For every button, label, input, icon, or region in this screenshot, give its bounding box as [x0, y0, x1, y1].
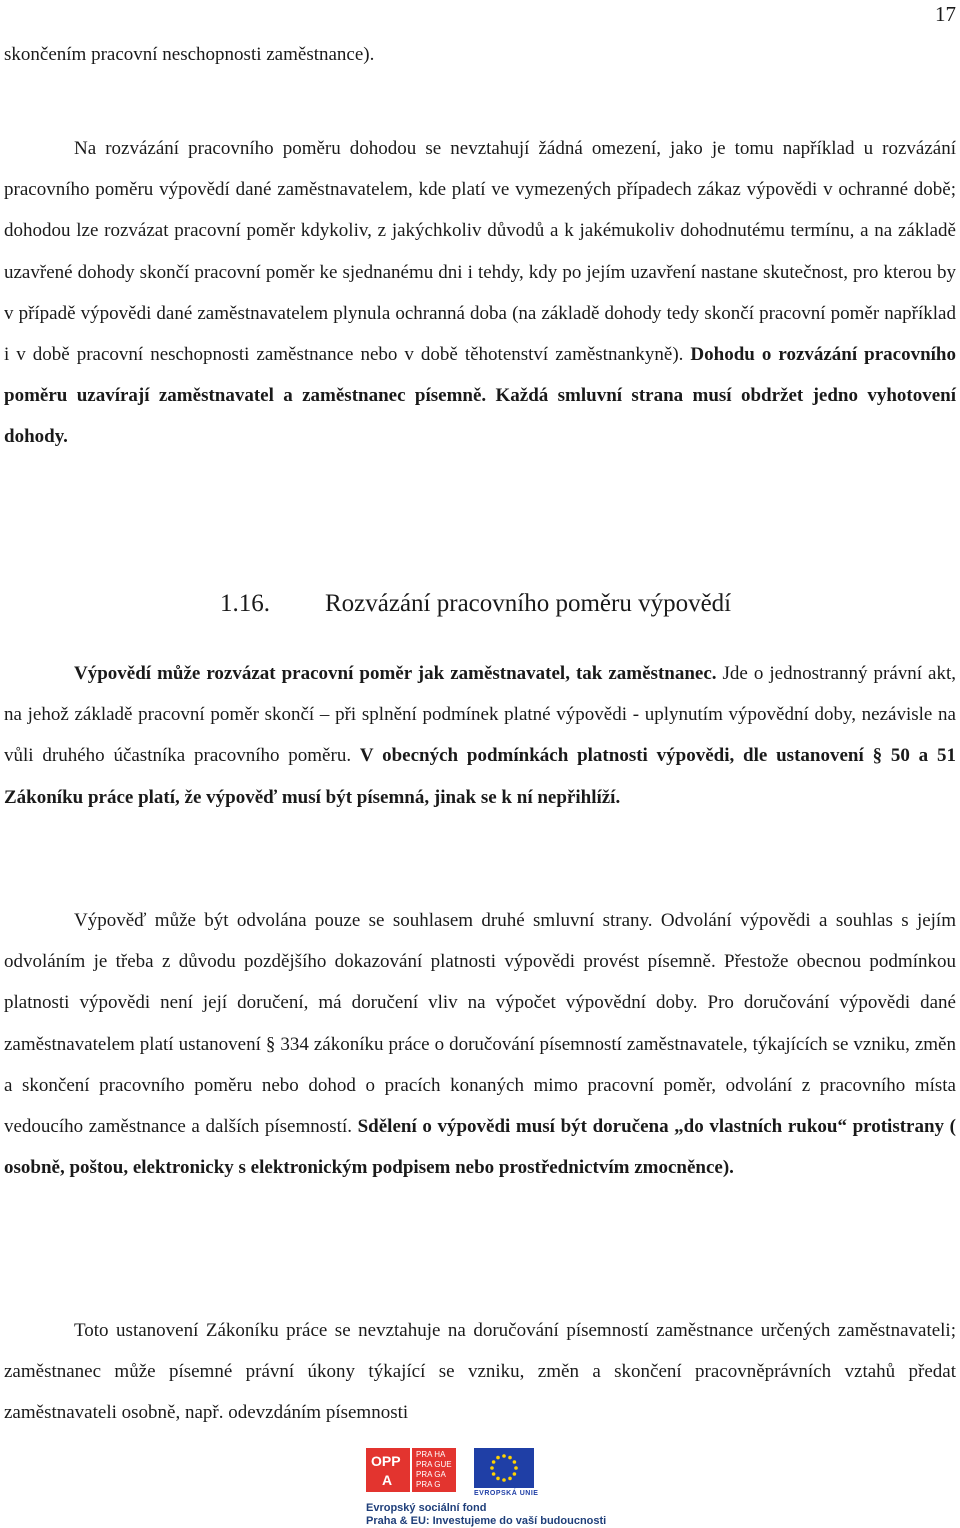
eu-flag-icon [474, 1448, 534, 1488]
footer-logos [366, 1448, 626, 1528]
section-heading [220, 584, 731, 624]
esf-line-2: Praha & EU: Investujeme do vaší budoucnosti [366, 1515, 607, 1527]
paragraph-odvolani-bold: Sdělení o výpovědi musí být doručena „do vlastních rukou“ protistrany ( osobně, poštou, elektronicky s elektronickým podpisem nebo prostřednictvím zmocněnce). [4, 1116, 956, 1179]
paragraph-dohoda [4, 128, 956, 458]
section-title: Rozvázání pracovního poměru výpovědí [325, 590, 732, 617]
eu-stars-icon [474, 1448, 534, 1488]
esf-line-1: Evropský sociální fond [366, 1502, 487, 1514]
praha-logo: PRA HA PRA GUE PRA GA PRA G [412, 1448, 456, 1492]
opp-logo-top: OPP [371, 1453, 401, 1469]
paragraph-continuation-text: skončením pracovní neschopnosti zaměstnance). [4, 44, 375, 65]
page-number: 17 [935, 2, 956, 26]
paragraph-dohoda-text: Na rozvázání pracovního poměru dohodou se nevztahují žádná omezení, jako je tomu například u rozvázání pracovního poměru výpovědí dané zaměstnavatelem, kde platí ve vymezených případech zákaz výpovědi v ochranné době; dohodou lze rozvázat pracovní poměr kdykoliv, z jakýchkoliv důvodů a k jakémukoliv dohodnutému termínu, a na základě uzavřené dohody skončí pracovní poměr ke sjednanému dni i tehdy, kdy po jejím uzavření nastane skutečnost, pro kterou by v případě výpovědi dané zaměstnavatelem plynula ochranná doba (na základě dohody tedy skončí pracovní poměr například i v době pracovní neschopnosti zaměstnance nebo v době těhotenství zaměstnankyně). [4, 138, 956, 366]
paragraph-odvolani-text: Výpověď může být odvolána pouze se souhlasem druhé smluvní strany. Odvolání výpovědi a souhlas s jejím odvoláním je třeba z důvodu pozdějšího dokazování platnosti výpovědi provést písemně. Přestože obecnou podmínkou platnosti výpovědi není její doručení, má doručení vliv na výpočet výpovědní doby. Pro doručování výpovědi dané zaměstnavatelem platí ustanovení § 334 zákoníku práce o doručování písemností zaměstnavatele, týkajících se vzniku, změn a skončení pracovního poměru nebo dohod o pracích konaných mimo pracovní poměr, odvolání z pracovního místa vedoucího zaměstnance a dalších písemností. [4, 910, 956, 1138]
section-number: 1.16. [220, 590, 270, 617]
paragraph-vypoved-bold-end: V obecných podmínkách platnosti výpovědi, dle ustanovení § 50 a 51 Zákoníku práce platí, že výpověď musí být písemná, jinak se k ní nepřihlíží. [4, 745, 956, 808]
paragraph-odvolani [4, 900, 956, 1188]
opp-logo [366, 1448, 410, 1492]
paragraph-continuation [4, 34, 956, 75]
paragraph-vypoved-text: Jde o jednostranný právní akt, na jehož základě pracovní poměr skončí – při splnění podmínek platné výpovědi - uplynutím výpovědní doby, nezávisle na vůli druhého účastníka pracovního poměru. [4, 663, 956, 767]
opp-logo-bottom: A [382, 1472, 393, 1488]
paragraph-vypoved [4, 653, 956, 818]
eu-label: EVROPSKÁ UNIE [474, 1490, 539, 1497]
paragraph-ustanoveni [4, 1310, 956, 1434]
paragraph-ustanoveni-text: Toto ustanovení Zákoníku práce se nevztahuje na doručování písemností zaměstnance určených zaměstnavateli; zaměstnanec může písemné právní úkony týkající se vzniku, změn a skončení pracovněprávních vztahů předat zaměstnavateli osobně, např. odevzdáním písemnosti [4, 1320, 956, 1424]
paragraph-vypoved-bold-start: Výpovědí může rozvázat pracovní poměr jak zaměstnavatel, tak zaměstnanec. [74, 663, 717, 684]
paragraph-dohoda-bold: Dohodu o rozvázání pracovního poměru uzavírají zaměstnavatel a zaměstnanec písemně. Každá smluvní strana musí obdržet jedno vyhotovení dohody. [4, 344, 956, 448]
